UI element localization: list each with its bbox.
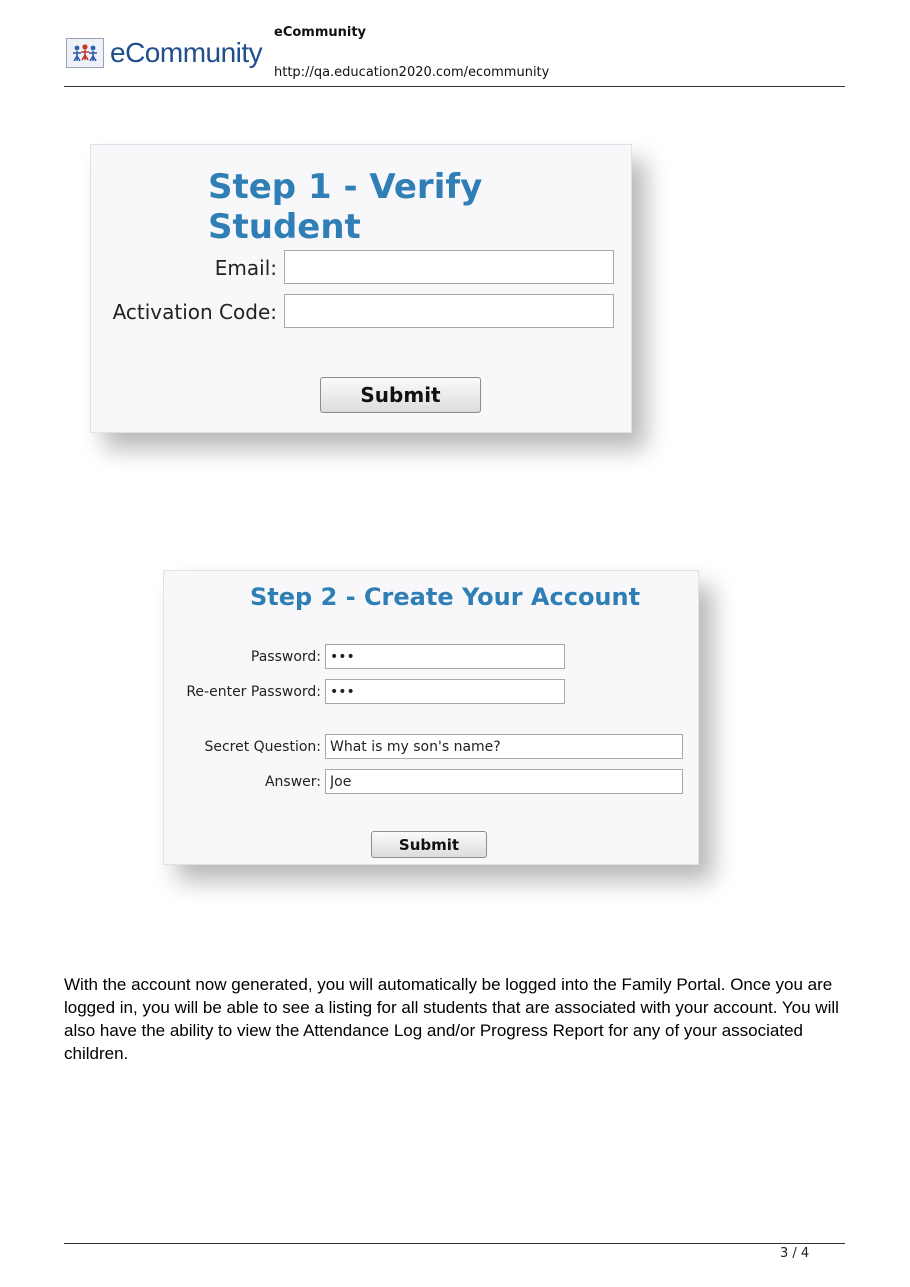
verify-student-panel xyxy=(90,144,632,433)
answer-label: Answer: xyxy=(264,774,321,790)
email-field[interactable] xyxy=(284,250,614,284)
header-url: http://qa.education2020.com/ecommunity xyxy=(274,65,550,80)
footer-divider xyxy=(64,1243,845,1244)
password-label: Password: xyxy=(250,649,321,665)
reenter-password-field[interactable] xyxy=(325,679,565,704)
logo-text: eCommunity xyxy=(110,37,263,68)
activation-code-label: Activation Code: xyxy=(112,300,277,324)
reenter-password-label: Re-enter Password: xyxy=(186,684,321,700)
secret-question-label: Secret Question: xyxy=(204,739,321,755)
page-number: 3 / 4 xyxy=(780,1246,810,1261)
header-title: eCommunity xyxy=(274,25,367,40)
step2-submit-button[interactable]: Submit xyxy=(371,831,487,858)
header-divider xyxy=(64,86,845,87)
password-field[interactable] xyxy=(325,644,565,669)
people-group-icon xyxy=(66,38,104,68)
ecommunity-logo xyxy=(66,36,262,70)
email-label: Email: xyxy=(214,256,277,280)
instructions-paragraph: With the account now generated, you will automatically be logged into the Family Portal. Once you are logged in, you will be able to see a listing for all students that are associated with your account. You will also have the ability to view the Attendance Log and/or Progress Report for any of your associated children. xyxy=(64,975,839,1063)
step1-submit-button[interactable]: Submit xyxy=(320,377,481,413)
step2-heading: Step 2 - Create Your Account xyxy=(250,583,641,611)
activation-code-field[interactable] xyxy=(284,294,614,328)
step1-heading: Step 1 - Verify Student xyxy=(208,167,483,247)
answer-field[interactable] xyxy=(325,769,683,794)
create-account-panel xyxy=(163,570,699,865)
secret-question-field[interactable] xyxy=(325,734,683,759)
